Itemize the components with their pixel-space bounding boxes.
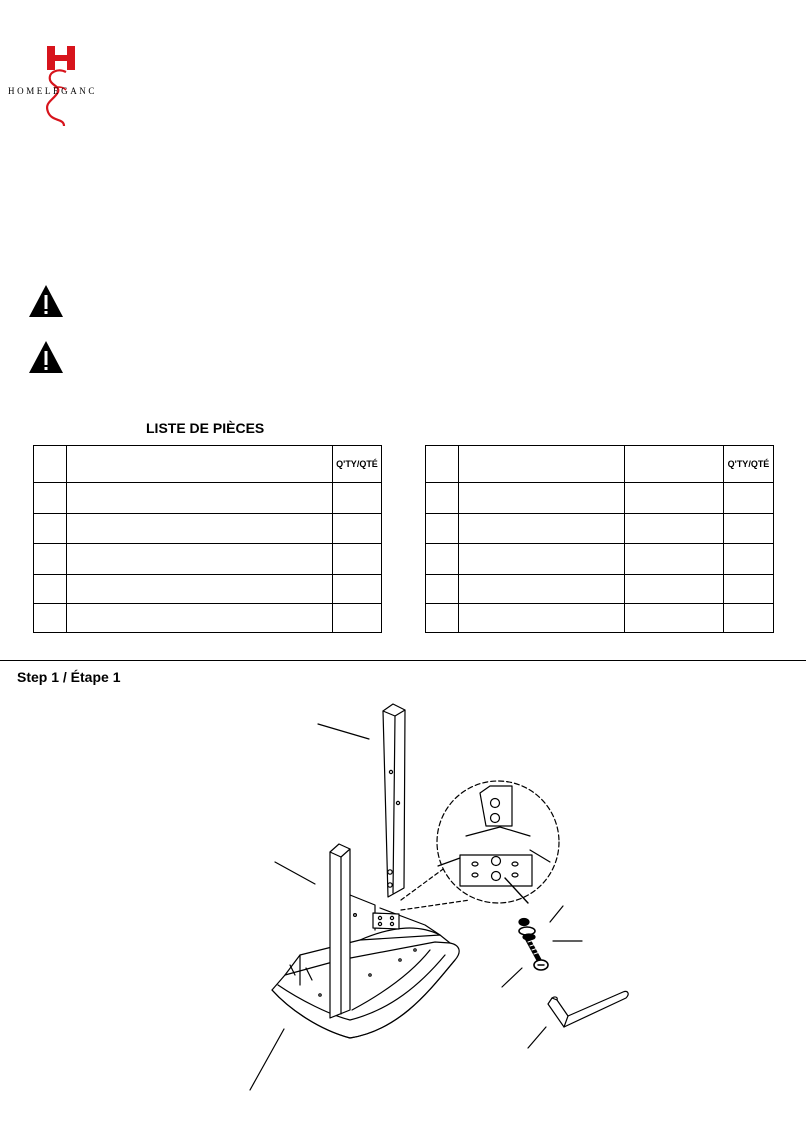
table-header-row xyxy=(426,446,774,483)
header-cell xyxy=(426,446,459,483)
table-cell xyxy=(625,575,724,604)
warning-triangle-icon xyxy=(28,340,64,374)
table-cell xyxy=(67,544,333,575)
table-cell xyxy=(67,604,333,633)
table-cell xyxy=(67,514,333,544)
section-divider xyxy=(0,660,806,661)
assembly-illustration xyxy=(0,690,808,1142)
table-row xyxy=(34,604,382,633)
step-title: Step 1 / Étape 1 xyxy=(17,669,121,685)
parts-table-right xyxy=(425,445,774,633)
table-cell xyxy=(724,604,774,633)
header-cell xyxy=(34,446,67,483)
table-cell xyxy=(67,575,333,604)
logo-wordmark: HOMELEGANC xyxy=(8,86,97,96)
table-cell xyxy=(458,483,624,514)
corner-bracket xyxy=(373,913,399,929)
table-row xyxy=(34,544,382,575)
table-cell xyxy=(34,575,67,604)
parts-table-left xyxy=(33,445,382,633)
table-row xyxy=(34,483,382,514)
leg-icon xyxy=(383,704,405,897)
table-cell xyxy=(625,604,724,633)
table-cell xyxy=(333,604,382,633)
table-cell xyxy=(458,514,624,544)
table-header-row xyxy=(34,446,382,483)
leader-lines xyxy=(250,724,582,1090)
table-cell xyxy=(34,514,67,544)
header-cell-qty: Q'TY/QTÉ xyxy=(724,446,774,483)
table-cell xyxy=(426,483,459,514)
table-row xyxy=(426,544,774,575)
table-cell xyxy=(34,604,67,633)
table-cell xyxy=(625,544,724,575)
table-cell xyxy=(426,604,459,633)
table-cell xyxy=(426,575,459,604)
bolt-washer-icon xyxy=(519,919,548,971)
table-cell xyxy=(426,544,459,575)
table-cell xyxy=(333,544,382,575)
header-cell xyxy=(458,446,624,483)
table-cell xyxy=(426,514,459,544)
table-cell xyxy=(458,544,624,575)
table-cell xyxy=(333,483,382,514)
table-cell xyxy=(625,514,724,544)
table-cell xyxy=(724,575,774,604)
table-row xyxy=(426,483,774,514)
warning-triangle-icon xyxy=(28,284,64,318)
allen-key-icon xyxy=(548,991,628,1027)
brand-logo xyxy=(8,44,112,136)
table-cell xyxy=(724,544,774,575)
table-cell xyxy=(67,483,333,514)
table-row xyxy=(34,514,382,544)
header-cell xyxy=(625,446,724,483)
logo-e-script xyxy=(40,66,76,132)
table-cell xyxy=(458,575,624,604)
table-cell xyxy=(724,514,774,544)
header-cell-qty: Q'TY/QTÉ xyxy=(333,446,382,483)
table-row xyxy=(426,575,774,604)
table-cell xyxy=(333,575,382,604)
table-row xyxy=(426,514,774,544)
table-cell xyxy=(333,514,382,544)
table-row xyxy=(426,604,774,633)
table-cell xyxy=(34,483,67,514)
parts-list-title: LISTE DE PIÈCES xyxy=(146,420,265,436)
table-cell xyxy=(458,604,624,633)
header-cell xyxy=(67,446,333,483)
table-cell xyxy=(724,483,774,514)
detail-magnifier-icon xyxy=(437,781,559,903)
table-row xyxy=(34,575,382,604)
seat-frame-icon xyxy=(272,895,459,1038)
table-cell xyxy=(34,544,67,575)
table-cell xyxy=(625,483,724,514)
